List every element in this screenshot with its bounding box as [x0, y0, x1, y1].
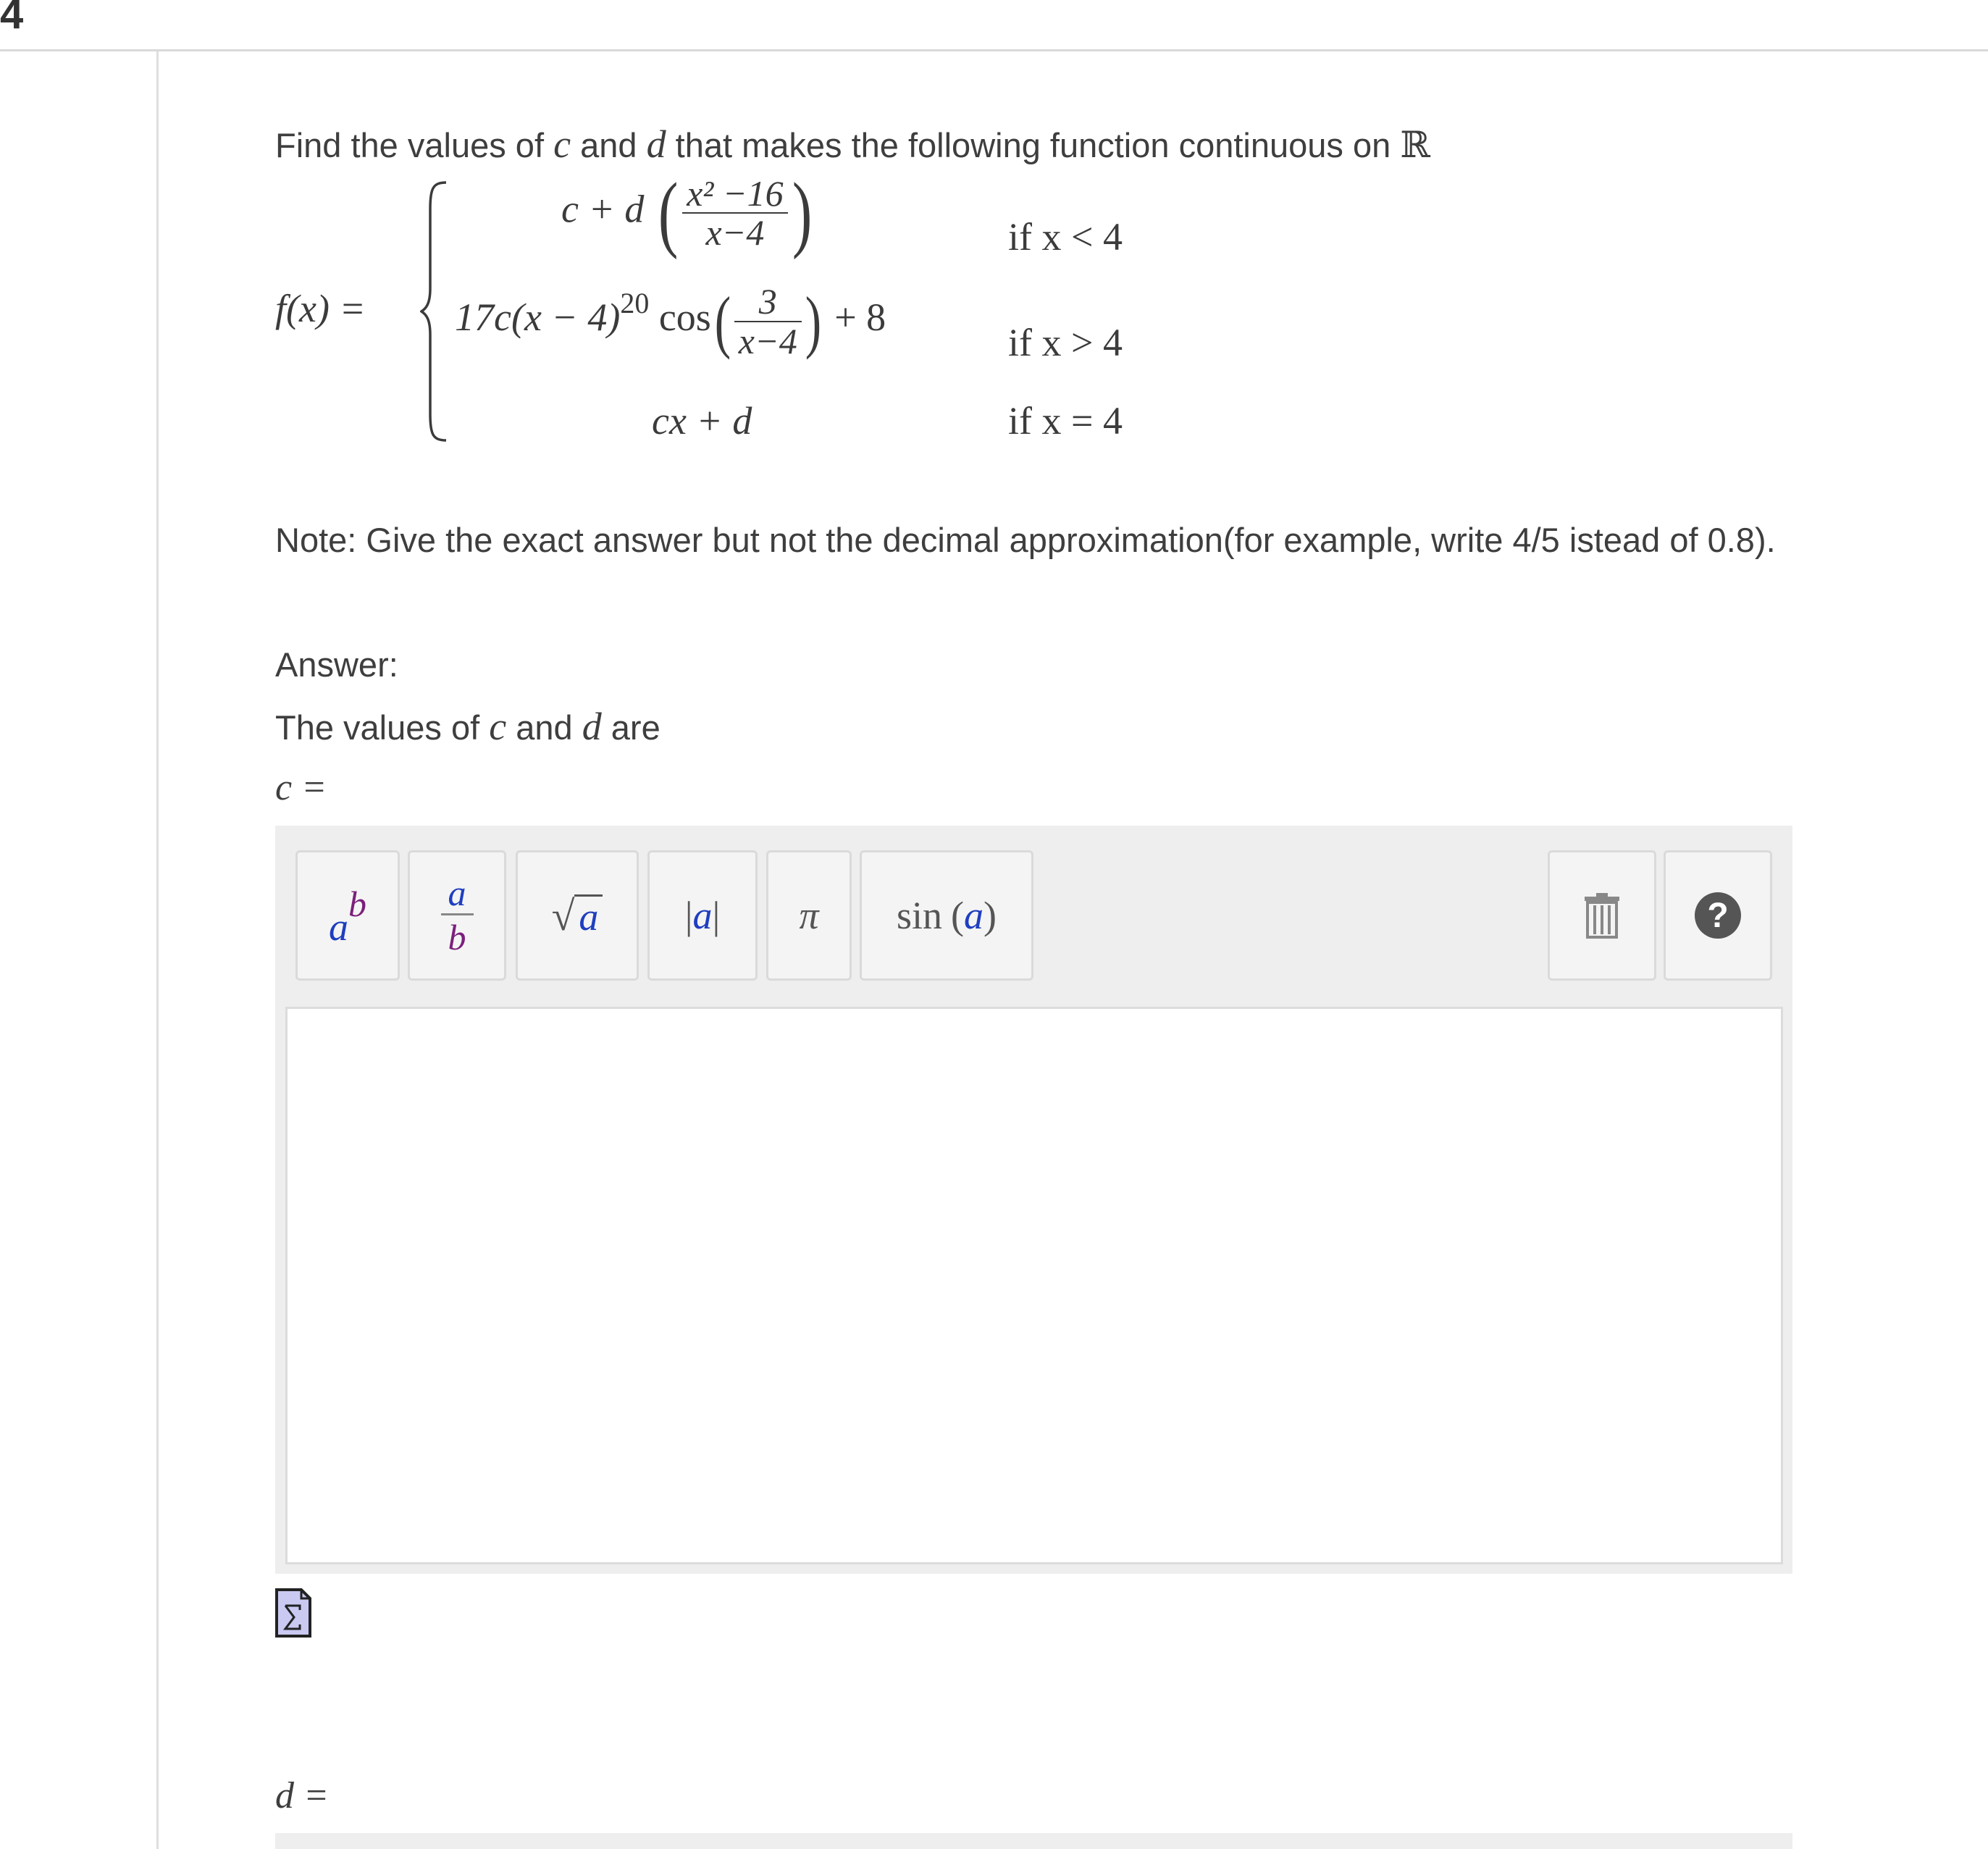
case-1-fraction: $\frac{\text{x² −16}}{x-4}$: [682, 175, 787, 252]
math-editor-d: [275, 1833, 1792, 1849]
case-3-condition: if x = 4: [1008, 399, 1123, 443]
d-equals-label: d =: [275, 1775, 330, 1816]
equation-editor-icon[interactable]: [275, 1588, 311, 1638]
help-button[interactable]: [1664, 850, 1772, 981]
math-input-area-c[interactable]: [285, 1007, 1783, 1564]
answer-values-sentence: The values of c and d are: [275, 705, 660, 748]
reals-symbol: ℝ: [1400, 124, 1430, 166]
answer-label: Answer:: [275, 645, 398, 684]
case-2-expression: $17c(x - 4)^{20}$ cos( $\frac{3}{x-4}$ ) + 8: [455, 281, 886, 361]
power-button[interactable]: a b: [295, 850, 400, 981]
case-2-fraction: $\frac{3}{x-4}$: [734, 282, 802, 360]
pi-button[interactable]: π: [766, 850, 852, 981]
help-icon: ?: [1695, 892, 1741, 939]
clear-button[interactable]: [1548, 850, 1656, 981]
fraction-button[interactable]: a b: [408, 850, 506, 981]
case-1-condition: if x < 4: [1008, 215, 1123, 259]
left-margin-rule: [156, 51, 159, 1849]
c-equals-label: c =: [275, 767, 327, 808]
piecewise-formula: [275, 165, 1217, 449]
formula-lhs: f(x) =: [275, 287, 366, 330]
math-editor-c: [275, 826, 1792, 1574]
var-c: c: [553, 122, 571, 166]
top-divider: [0, 49, 1988, 51]
case-2-condition: if x > 4: [1008, 321, 1123, 364]
answer-note: Note: Give the exact answer but not the decimal approximation(for example, write 4/5 istead of 0.8).: [275, 521, 1776, 559]
case-1-expression: c + d ( $\frac{\text{x² −16}}{x-4}$ ): [561, 165, 813, 260]
case-3-expression: cx + d: [652, 399, 752, 443]
trash-icon: [1582, 892, 1622, 939]
question-intro: Find the values of c and d that makes the following function continuous on ℝ: [275, 122, 1430, 166]
left-brace-icon: [420, 180, 449, 443]
var-d: d: [646, 122, 666, 166]
absolute-value-button[interactable]: | a |: [647, 850, 758, 981]
sin-button[interactable]: sin ( a ): [860, 850, 1033, 981]
sqrt-button[interactable]: √ a: [516, 850, 639, 981]
question-number-fragment: 4: [0, 0, 24, 38]
